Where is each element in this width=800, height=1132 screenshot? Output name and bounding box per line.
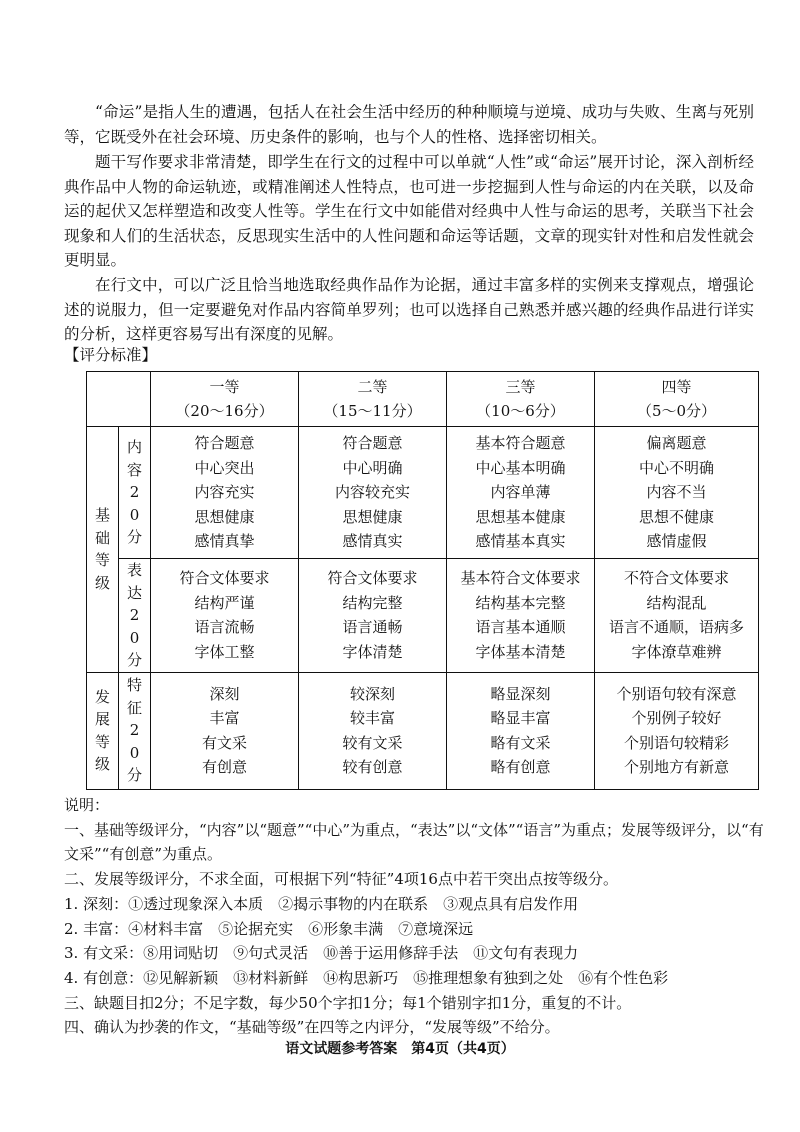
- intro-paragraph-fate: “命运”是指人生的遭遇，包括人在社会生活中经历的种种顺境与逆境、成功与失败、生离与死别等，它既受外在社会环境、历史条件的影响，也与个人的性格、选择密切相关。: [64, 103, 754, 146]
- feature-grade-1: [151, 672, 299, 789]
- header-corner-cell: [87, 372, 151, 427]
- feature-grade-4: [595, 672, 759, 789]
- content-g2-l3: 内容较充实: [334, 483, 410, 502]
- feature-label-cell: [119, 672, 151, 789]
- header-grade-4: [595, 372, 759, 427]
- expression-grade-1: [151, 559, 299, 673]
- development-level-label: 发展等级: [94, 687, 110, 773]
- expr-g2-l2: 结构完整: [342, 593, 403, 612]
- note-1: 一、基础等级评分，“内容”以“题意”“中心”为重点，“表达”以“文体”“语言”为重点；发展等级评分，以“有文采”“有创意”为重点。: [64, 820, 764, 864]
- note-4: 四、确认为抄袭的作文，“基础等级”在四等之内评分，“发展等级”不给分。: [64, 1018, 560, 1037]
- feature-grade-3: [447, 672, 595, 789]
- content-g2-l2: 中心明确: [342, 458, 403, 477]
- notes-title: 说明：: [64, 796, 110, 814]
- content-g3-l4: 思想基本健康: [475, 507, 566, 526]
- scoring-standard-heading: 【评分标准】: [64, 346, 158, 364]
- content-g1-l4: 思想健康: [194, 507, 255, 526]
- feature-label: 特征20分: [126, 676, 142, 785]
- content-label: 内容20分: [126, 438, 142, 547]
- expr-g3-l3: 语言基本通顺: [475, 618, 566, 637]
- feat-g2-l4: 较有创意: [342, 758, 403, 776]
- note-2-deep: 1. 深刻：①透过现象深入本质 ②揭示事物的内在联系 ③观点具有启发作用: [64, 894, 579, 913]
- feat-g4-l1: 个别语句较有深意: [616, 684, 737, 703]
- note-2-rich: 2. 丰富：④材料丰富 ⑤论据充实 ⑥形象丰满 ⑦意境深远: [64, 919, 474, 938]
- page-footer: 语文试题参考答案 第4页（共4页）: [285, 1041, 515, 1057]
- table-header-row: [87, 372, 759, 427]
- table-row-content: [87, 427, 759, 559]
- note-2-literary: 3. 有文采：⑧用词贴切 ⑨句式灵活 ⑩善于运用修辞手法 ⑪文句有表现力: [64, 944, 579, 963]
- content-grade-4: [595, 427, 759, 559]
- feat-g2-l3: 较有文采: [342, 733, 403, 752]
- expr-g4-l3: 语言不通顺，语病多: [608, 618, 744, 637]
- header-grade-2: [299, 372, 447, 427]
- feat-g1-l3: 有文采: [201, 733, 247, 752]
- feat-g4-l2: 个别例子较好: [631, 709, 722, 727]
- feat-g1-l2: 丰富: [209, 709, 240, 727]
- grade-3-range: （10～6分）: [476, 402, 565, 420]
- grade-1-name: 一等: [209, 378, 240, 396]
- content-g2-l4: 思想健康: [342, 507, 403, 526]
- feat-g2-l2: 较丰富: [349, 709, 395, 727]
- expr-g4-l2: 结构混乱: [646, 593, 707, 612]
- content-grade-1: [151, 427, 299, 559]
- expr-g3-l4: 字体基本清楚: [475, 642, 566, 661]
- content-g3-l3: 内容单薄: [490, 483, 551, 502]
- feat-g1-l4: 有创意: [201, 758, 247, 776]
- intro-paragraph-requirements: 题干写作要求非常清楚，即学生在行文的过程中可以单就“人性”或“命运”展开讨论，深入剖析经典作品中人物的命运轨迹，或精准阐述人性特点，也可进一步挖掘到人性与命运的内在关联，以及命运的起伏又怎样塑造和改变人性等。学生在行文中如能借对经典中人性与命运的思考，关联当下社会现象和人们的生活状态，反思现实生活中的人性问题和命运等话题，文章的现实针对性和启发性就会更明显。: [64, 153, 754, 269]
- content-g2-l1: 符合题意: [342, 434, 403, 453]
- feat-g3-l4: 略有创意: [490, 758, 551, 776]
- intro-paragraph-evidence: 在行文中，可以广泛且恰当地选取经典作品作为论据，通过丰富多样的实例来支撑观点，增强论述的说服力，但一定要避免对作品内容简单罗列；也可以选择自己熟悉并感兴趣的经典作品进行详实的分析，这样更容易写出有深度的见解。: [64, 276, 754, 343]
- content-g4-l3: 内容不当: [646, 483, 707, 502]
- feat-g2-l1: 较深刻: [349, 684, 395, 703]
- content-grade-3: [447, 427, 595, 559]
- header-grade-1: [151, 372, 299, 427]
- feat-g4-l3: 个别语句较精彩: [623, 733, 729, 752]
- notes-section: [64, 793, 764, 1040]
- grade-2-name: 二等: [357, 378, 388, 396]
- grade-1-range: （20～16分）: [175, 402, 274, 420]
- feat-g3-l3: 略有文采: [490, 733, 551, 752]
- note-2-creative: 4. 有创意：⑫见解新颖 ⑬材料新鲜 ⑭构思新巧 ⑮推理想象有独到之处 ⑯有个性色彩: [64, 968, 669, 987]
- expression-label-cell: [119, 559, 151, 673]
- content-g1-l3: 内容充实: [194, 483, 255, 502]
- content-label-cell: [119, 427, 151, 559]
- content-g1-l2: 中心突出: [194, 458, 255, 477]
- development-level-label-cell: [87, 672, 119, 789]
- expr-g2-l3: 语言通畅: [342, 618, 403, 637]
- basic-level-label-cell: [87, 427, 119, 673]
- feat-g4-l4: 个别地方有新意: [623, 758, 729, 776]
- feat-g1-l1: 深刻: [209, 684, 240, 703]
- content-g4-l4: 思想不健康: [638, 507, 714, 526]
- expr-g1-l1: 符合文体要求: [179, 569, 270, 588]
- expr-g2-l1: 符合文体要求: [327, 569, 418, 588]
- content-g1-l1: 符合题意: [194, 434, 255, 453]
- feature-grade-2: [299, 672, 447, 789]
- expr-g2-l4: 字体清楚: [342, 642, 403, 661]
- expr-g4-l4: 字体潦草难辨: [631, 642, 722, 661]
- feat-g3-l1: 略显深刻: [490, 684, 551, 703]
- expression-grade-2: [299, 559, 447, 673]
- expr-g1-l4: 字体工整: [194, 642, 255, 661]
- expr-g1-l3: 语言流畅: [194, 618, 255, 637]
- content-grade-2: [299, 427, 447, 559]
- content-g4-l1: 偏离题意: [646, 434, 707, 453]
- grade-3-name: 三等: [505, 378, 536, 396]
- note-2: 二、发展等级评分，不求全面，可根据下列“特征”4项16点中若干突出点按等级分。: [64, 870, 618, 889]
- expression-grade-3: [447, 559, 595, 673]
- content-g4-l5: 感情虚假: [646, 532, 707, 551]
- content-g3-l2: 中心基本明确: [475, 458, 566, 477]
- content-g1-l5: 感情真挚: [194, 532, 255, 551]
- scoring-table: [86, 371, 759, 790]
- content-g3-l1: 基本符合题意: [475, 434, 566, 453]
- header-grade-3: [447, 372, 595, 427]
- feat-g3-l2: 略显丰富: [490, 709, 551, 727]
- expr-g3-l1: 基本符合文体要求: [460, 569, 581, 588]
- expr-g1-l2: 结构严谨: [194, 593, 255, 612]
- basic-level-label: 基础等级: [94, 506, 110, 592]
- grade-2-range: （15～11分）: [323, 402, 422, 420]
- grade-4-name: 四等: [661, 378, 692, 396]
- table-row-expression: [87, 559, 759, 673]
- content-g4-l2: 中心不明确: [638, 458, 714, 477]
- content-g3-l5: 感情基本真实: [475, 532, 566, 551]
- expr-g3-l2: 结构基本完整: [475, 593, 566, 612]
- expr-g4-l1: 不符合文体要求: [623, 569, 729, 588]
- expression-label: 表达20分: [126, 561, 142, 669]
- note-3: 三、缺题目扣2分；不足字数，每少50个字扣1分；每1个错别字扣1分，重复的不计。: [64, 993, 632, 1012]
- content-g2-l5: 感情真实: [342, 532, 403, 551]
- table-row-features: [87, 672, 759, 789]
- grade-4-range: （5～0分）: [636, 402, 717, 420]
- expression-grade-4: [595, 559, 759, 673]
